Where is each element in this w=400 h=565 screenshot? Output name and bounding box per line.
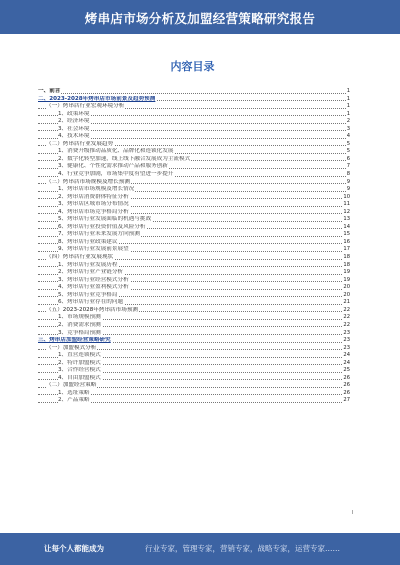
toc-entry-label: 1、选址策略 — [58, 389, 90, 396]
toc-entry-label: 9、烤串店行业发展前景展望 — [58, 246, 129, 253]
toc-entry-label: 2、经济环境 — [58, 118, 90, 125]
toc-entry-page: 22 — [343, 314, 350, 321]
toc-entry[interactable] — [38, 397, 350, 405]
toc-entry-label: （四）烤串店行业发展现状 — [46, 254, 114, 261]
toc-entry-page: 11 — [343, 201, 350, 208]
toc-entry[interactable] — [38, 337, 350, 345]
toc-entry[interactable] — [38, 194, 350, 202]
toc-entry[interactable] — [38, 360, 350, 368]
toc-entry[interactable] — [38, 314, 350, 322]
toc-entry[interactable] — [38, 262, 350, 270]
toc-entry-label: （五）2023-2028年烤串店市场预测 — [46, 306, 139, 313]
toc-entry-label: 7、烤串店行业未来发展方向预测 — [58, 231, 140, 238]
footer-tagline: 行业专家，管理专家，营销专家，战略专家，运营专家…… — [145, 544, 340, 553]
toc-entry[interactable] — [38, 322, 350, 330]
toc-entry-page: 1 — [346, 103, 350, 110]
toc-entry[interactable] — [38, 96, 350, 104]
toc-entry[interactable] — [38, 254, 350, 262]
toc-entry-label: （二）烤串店行业发展趋势 — [46, 140, 114, 147]
toc-entry-label: 3、合作经营模式 — [58, 367, 101, 374]
toc-entry-page: 26 — [343, 382, 350, 389]
toc-entry-page: 1 — [346, 95, 350, 102]
toc-leader-dots — [38, 93, 346, 94]
toc-entry-page: 24 — [343, 359, 350, 366]
toc-entry[interactable] — [38, 103, 350, 111]
toc-entry-page: 19 — [343, 276, 350, 283]
toc-entry[interactable] — [38, 390, 350, 398]
toc-entry-label: 6、烤串店行业投资价值及风险分析 — [58, 223, 146, 230]
toc-entry-page: 24 — [343, 352, 350, 359]
toc-entry[interactable] — [38, 118, 350, 126]
toc-entry-label: 8、烤串店行业政策建议 — [58, 238, 118, 245]
toc-entry-label: 一、前言 — [38, 88, 61, 94]
toc-entry-page: 23 — [343, 344, 350, 351]
toc-entry[interactable] — [38, 163, 350, 171]
toc-entry-page: 10 — [343, 193, 350, 200]
report-title: 烤串店市场分析及加盟经营策略研究报告 — [84, 11, 316, 26]
toc-entry[interactable] — [38, 330, 350, 338]
toc-entry-page: 18 — [343, 254, 350, 261]
toc-entry[interactable] — [38, 126, 350, 134]
toc-entry-page: 17 — [343, 246, 350, 253]
toc-entry-label: 1、烤串店市场规模及增长情况 — [58, 186, 135, 193]
toc-entry-label: 2、特许加盟模式 — [58, 359, 101, 366]
toc-entry-label: 1、消费升级推动品质化、品牌化和连锁化发展 — [58, 148, 174, 155]
toc-entry[interactable] — [38, 367, 350, 375]
toc-entry[interactable] — [38, 277, 350, 285]
toc-entry-label: 3、烤串店行业经营模式分析 — [58, 276, 129, 283]
toc-entry-page: 2 — [346, 118, 350, 125]
toc-entry-label: 3、烤串店区域市场分布情况 — [58, 201, 129, 208]
toc-entry[interactable] — [38, 216, 350, 224]
toc-entry-label: 1、政策环境 — [58, 110, 90, 117]
toc-entry[interactable] — [38, 171, 350, 179]
footer-slogan: 让每个人都能成为 — [44, 544, 104, 553]
toc-entry[interactable] — [38, 292, 350, 300]
toc-entry-label: 2、产品策略 — [58, 397, 90, 404]
toc-entry-page: 19 — [343, 269, 350, 276]
toc-entry-page: 7 — [346, 163, 350, 170]
toc-entry-page: 27 — [343, 397, 350, 404]
toc-entry-page: 22 — [343, 321, 350, 328]
toc-entry[interactable] — [38, 382, 350, 390]
toc-entry[interactable] — [38, 148, 350, 156]
page-number-corner: I — [352, 510, 354, 516]
toc-entry-label: 4、烤串店市场竞争格局分析 — [58, 208, 129, 215]
toc-entry-page: 25 — [343, 367, 350, 374]
toc-entry-page: 5 — [346, 140, 350, 147]
toc-entry-page: 5 — [346, 148, 350, 155]
toc-entry[interactable] — [38, 224, 350, 232]
toc-entry-label: 4、行业竞争加剧，市场集中度有望进一步提升 — [58, 171, 174, 178]
toc-entry-page: 4 — [346, 133, 350, 140]
toc-entry[interactable] — [38, 88, 350, 96]
toc-entry-page: 6 — [346, 155, 350, 162]
toc-entry-page: 21 — [343, 299, 350, 306]
toc-entry[interactable] — [38, 299, 350, 307]
toc-entry-page: 3 — [346, 125, 350, 132]
toc-entry[interactable] — [38, 186, 350, 194]
toc-entry[interactable] — [38, 246, 350, 254]
toc-entry-label: 4、技术环境 — [58, 133, 90, 140]
toc-entry[interactable] — [38, 141, 350, 149]
toc-entry-page: 20 — [343, 284, 350, 291]
toc-entry-label: （一）加盟模式分析 — [46, 344, 97, 351]
toc-entry-label: 2、数字化转型加速，线上线下融合发展成为主流模式 — [58, 155, 191, 162]
toc-entry-page: 9 — [346, 186, 350, 193]
toc-entry-page: 18 — [343, 261, 350, 268]
toc-entry-page: 23 — [343, 337, 350, 344]
toc-entry-label: 1、烤串店行业发展历程 — [58, 261, 118, 268]
footer-banner — [0, 533, 400, 565]
toc-entry[interactable] — [38, 156, 350, 164]
toc-entry-page: 23 — [343, 329, 350, 336]
toc-entry-label: 二、2023-2028年烤串店市场前景及趋势预测 — [38, 95, 156, 102]
toc-entry[interactable] — [38, 209, 350, 217]
toc-entry-page: 1 — [346, 110, 350, 117]
toc-entry[interactable] — [38, 179, 350, 187]
toc-entry[interactable] — [38, 307, 350, 315]
toc-entry-label: 三、烤串店加盟经营策略研究 — [38, 337, 111, 344]
toc-entry-label: 3、竞争格局预测 — [58, 329, 101, 336]
toc-title: 内容目录 — [170, 60, 215, 73]
toc-entry[interactable] — [38, 345, 350, 353]
toc-entry-label: 4、自由加盟模式 — [58, 374, 101, 381]
toc-entry-label: 2、消费需求预测 — [58, 321, 101, 328]
toc-entry-page: 14 — [343, 223, 350, 230]
toc-entry-label: （二）加盟经营策略 — [46, 382, 97, 389]
toc-entry[interactable] — [38, 239, 350, 247]
toc-entry-page: 26 — [343, 374, 350, 381]
toc-entry-label: （三）烤串店市场规模及增长预测 — [46, 178, 130, 185]
toc-entry-label: 2、烤串店消费群体特征分析 — [58, 193, 129, 200]
toc-entry[interactable] — [38, 201, 350, 209]
toc-entry-page: 9 — [346, 178, 350, 185]
toc-entry-page: 22 — [343, 306, 350, 313]
toc-entry-label: 2、烤串店行业产业链分析 — [58, 269, 124, 276]
toc-entry-label: 6、烤串店行业存在的问题 — [58, 299, 124, 306]
toc-entry-page: 26 — [343, 389, 350, 396]
toc-entry-page: 20 — [343, 291, 350, 298]
toc-entry-label: 1、直营连锁模式 — [58, 352, 101, 359]
toc-entry[interactable] — [38, 352, 350, 360]
toc-entry-page: 15 — [343, 231, 350, 238]
toc-list — [38, 88, 350, 405]
toc-entry[interactable] — [38, 375, 350, 383]
toc-entry-label: 5、烤串店行业发展面临的机遇与挑战 — [58, 216, 152, 223]
toc-entry-page: 13 — [343, 216, 350, 223]
toc-entry-label: （一）烤串店行业宏观环境分析 — [46, 103, 125, 110]
document-page — [30, 34, 355, 519]
header-banner — [0, 0, 400, 34]
toc-entry[interactable] — [38, 133, 350, 141]
toc-entry-label: 4、烤串店行业盈利模式分析 — [58, 284, 129, 291]
toc-entry-label: 3、健康化、个性化需求推动产品和服务创新 — [58, 163, 168, 170]
toc-entry-page: 8 — [346, 171, 350, 178]
toc-entry-label: 3、社会环境 — [58, 125, 90, 132]
toc-entry[interactable] — [38, 111, 350, 119]
toc-entry-label: 1、市场规模预测 — [58, 314, 101, 321]
toc-entry-label: 5、烤串店行业竞争格局 — [58, 291, 118, 298]
toc-entry-page: 16 — [343, 238, 350, 245]
toc-entry[interactable] — [38, 231, 350, 239]
toc-entry-page: 1 — [346, 88, 350, 94]
toc-entry[interactable] — [38, 269, 350, 277]
toc-entry-page: 12 — [343, 208, 350, 215]
toc-entry[interactable] — [38, 284, 350, 292]
